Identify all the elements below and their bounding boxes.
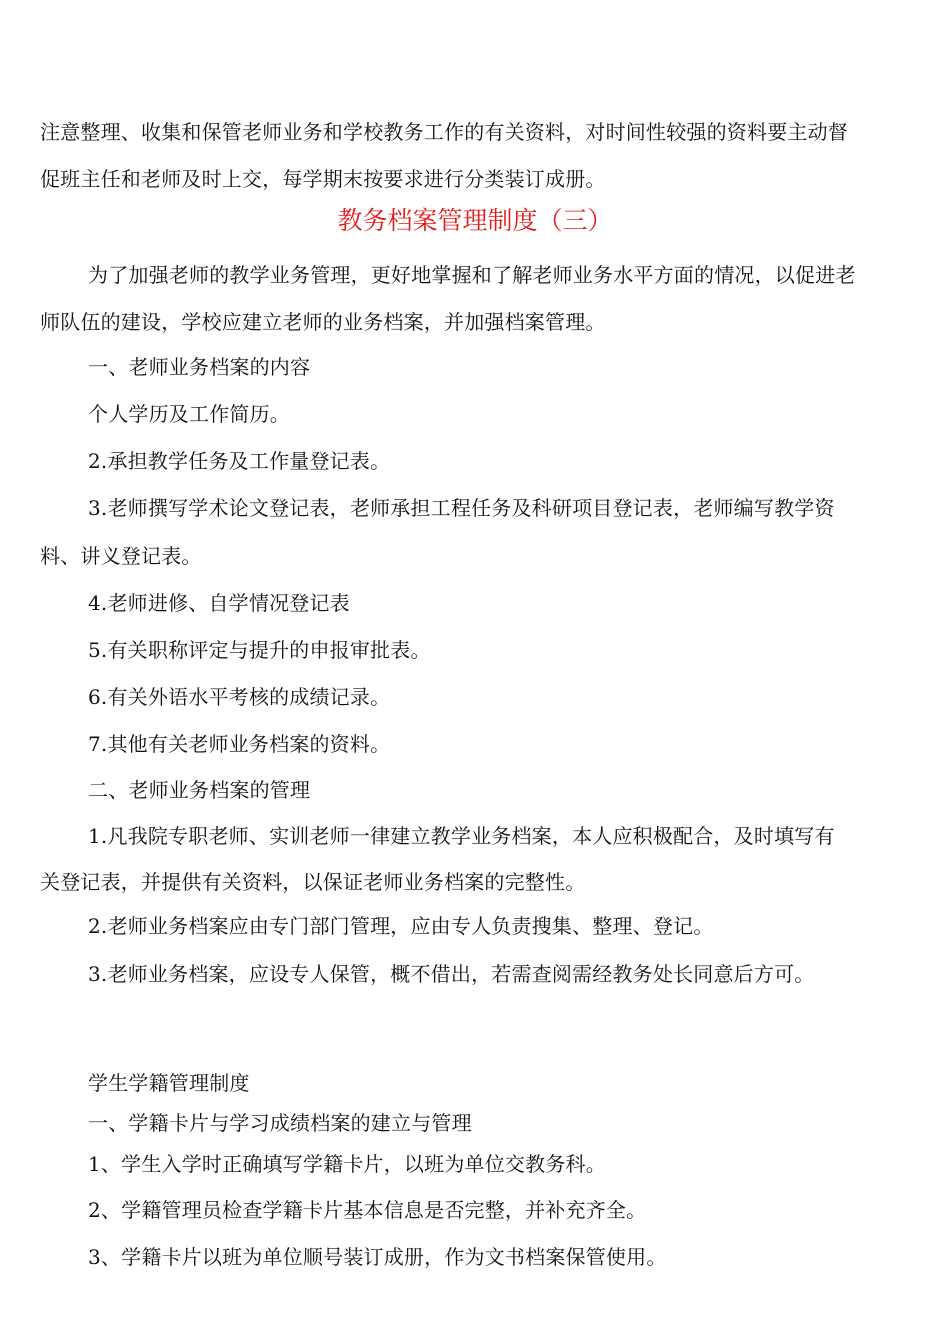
- list-item: 2.承担教学任务及工作量登记表。: [88, 449, 391, 473]
- list-item: 1、学生入学时正确填写学籍卡片，以班为单位交教务科。: [88, 1152, 606, 1176]
- list-item: 5.有关职称评定与提升的申报审批表。: [88, 638, 431, 662]
- list-item-continuation: 关登记表，并提供有关资料，以保证老师业务档案的完整性。: [40, 870, 586, 894]
- list-item: 2、学籍管理员检查学籍卡片基本信息是否完整，并补充齐全。: [88, 1198, 647, 1222]
- paragraph-line: 注意整理、收集和保管老师业务和学校教务工作的有关资料，对时间性较强的资料要主动督: [40, 120, 848, 144]
- list-item: 个人学历及工作简历。: [88, 402, 290, 426]
- list-item: 1.凡我院专职老师、实训老师一律建立教学业务档案，本人应积极配合，及时填写有: [88, 824, 835, 848]
- list-item: 6.有关外语水平考核的成绩记录。: [88, 685, 391, 709]
- paragraph-line: 师队伍的建设，学校应建立老师的业务档案，并加强档案管理。: [40, 310, 606, 334]
- list-item: 7.其他有关老师业务档案的资料。: [88, 732, 391, 756]
- section-heading: 一、老师业务档案的内容: [88, 355, 311, 379]
- section-title: 教务档案管理制度（三）: [337, 206, 613, 235]
- list-item: 3.老师业务档案，应设专人保管，概不借出，若需查阅需经教务处长同意后方可。: [88, 962, 815, 986]
- paragraph-line: 促班主任和老师及时上交，每学期末按要求进行分类装订成册。: [40, 167, 606, 191]
- section-heading: 二、老师业务档案的管理: [88, 778, 311, 802]
- list-item: 3.老师撰写学术论文登记表，老师承担工程任务及科研项目登记表，老师编写教学资: [88, 496, 835, 520]
- list-item: 3、学籍卡片以班为单位顺号装订成册，作为文书档案保管使用。: [88, 1245, 667, 1269]
- list-item: 2.老师业务档案应由专门部门管理，应由专人负责搜集、整理、登记。: [88, 914, 714, 938]
- paragraph-line: 为了加强老师的教学业务管理，更好地掌握和了解老师业务水平方面的情况，以促进老: [88, 263, 856, 287]
- section-heading: 一、学籍卡片与学习成绩档案的建立与管理: [88, 1111, 472, 1135]
- list-item: 4.老师进修、自学情况登记表: [88, 591, 350, 615]
- section-title: 学生学籍管理制度: [88, 1071, 250, 1095]
- list-item-continuation: 料、讲义登记表。: [40, 544, 202, 568]
